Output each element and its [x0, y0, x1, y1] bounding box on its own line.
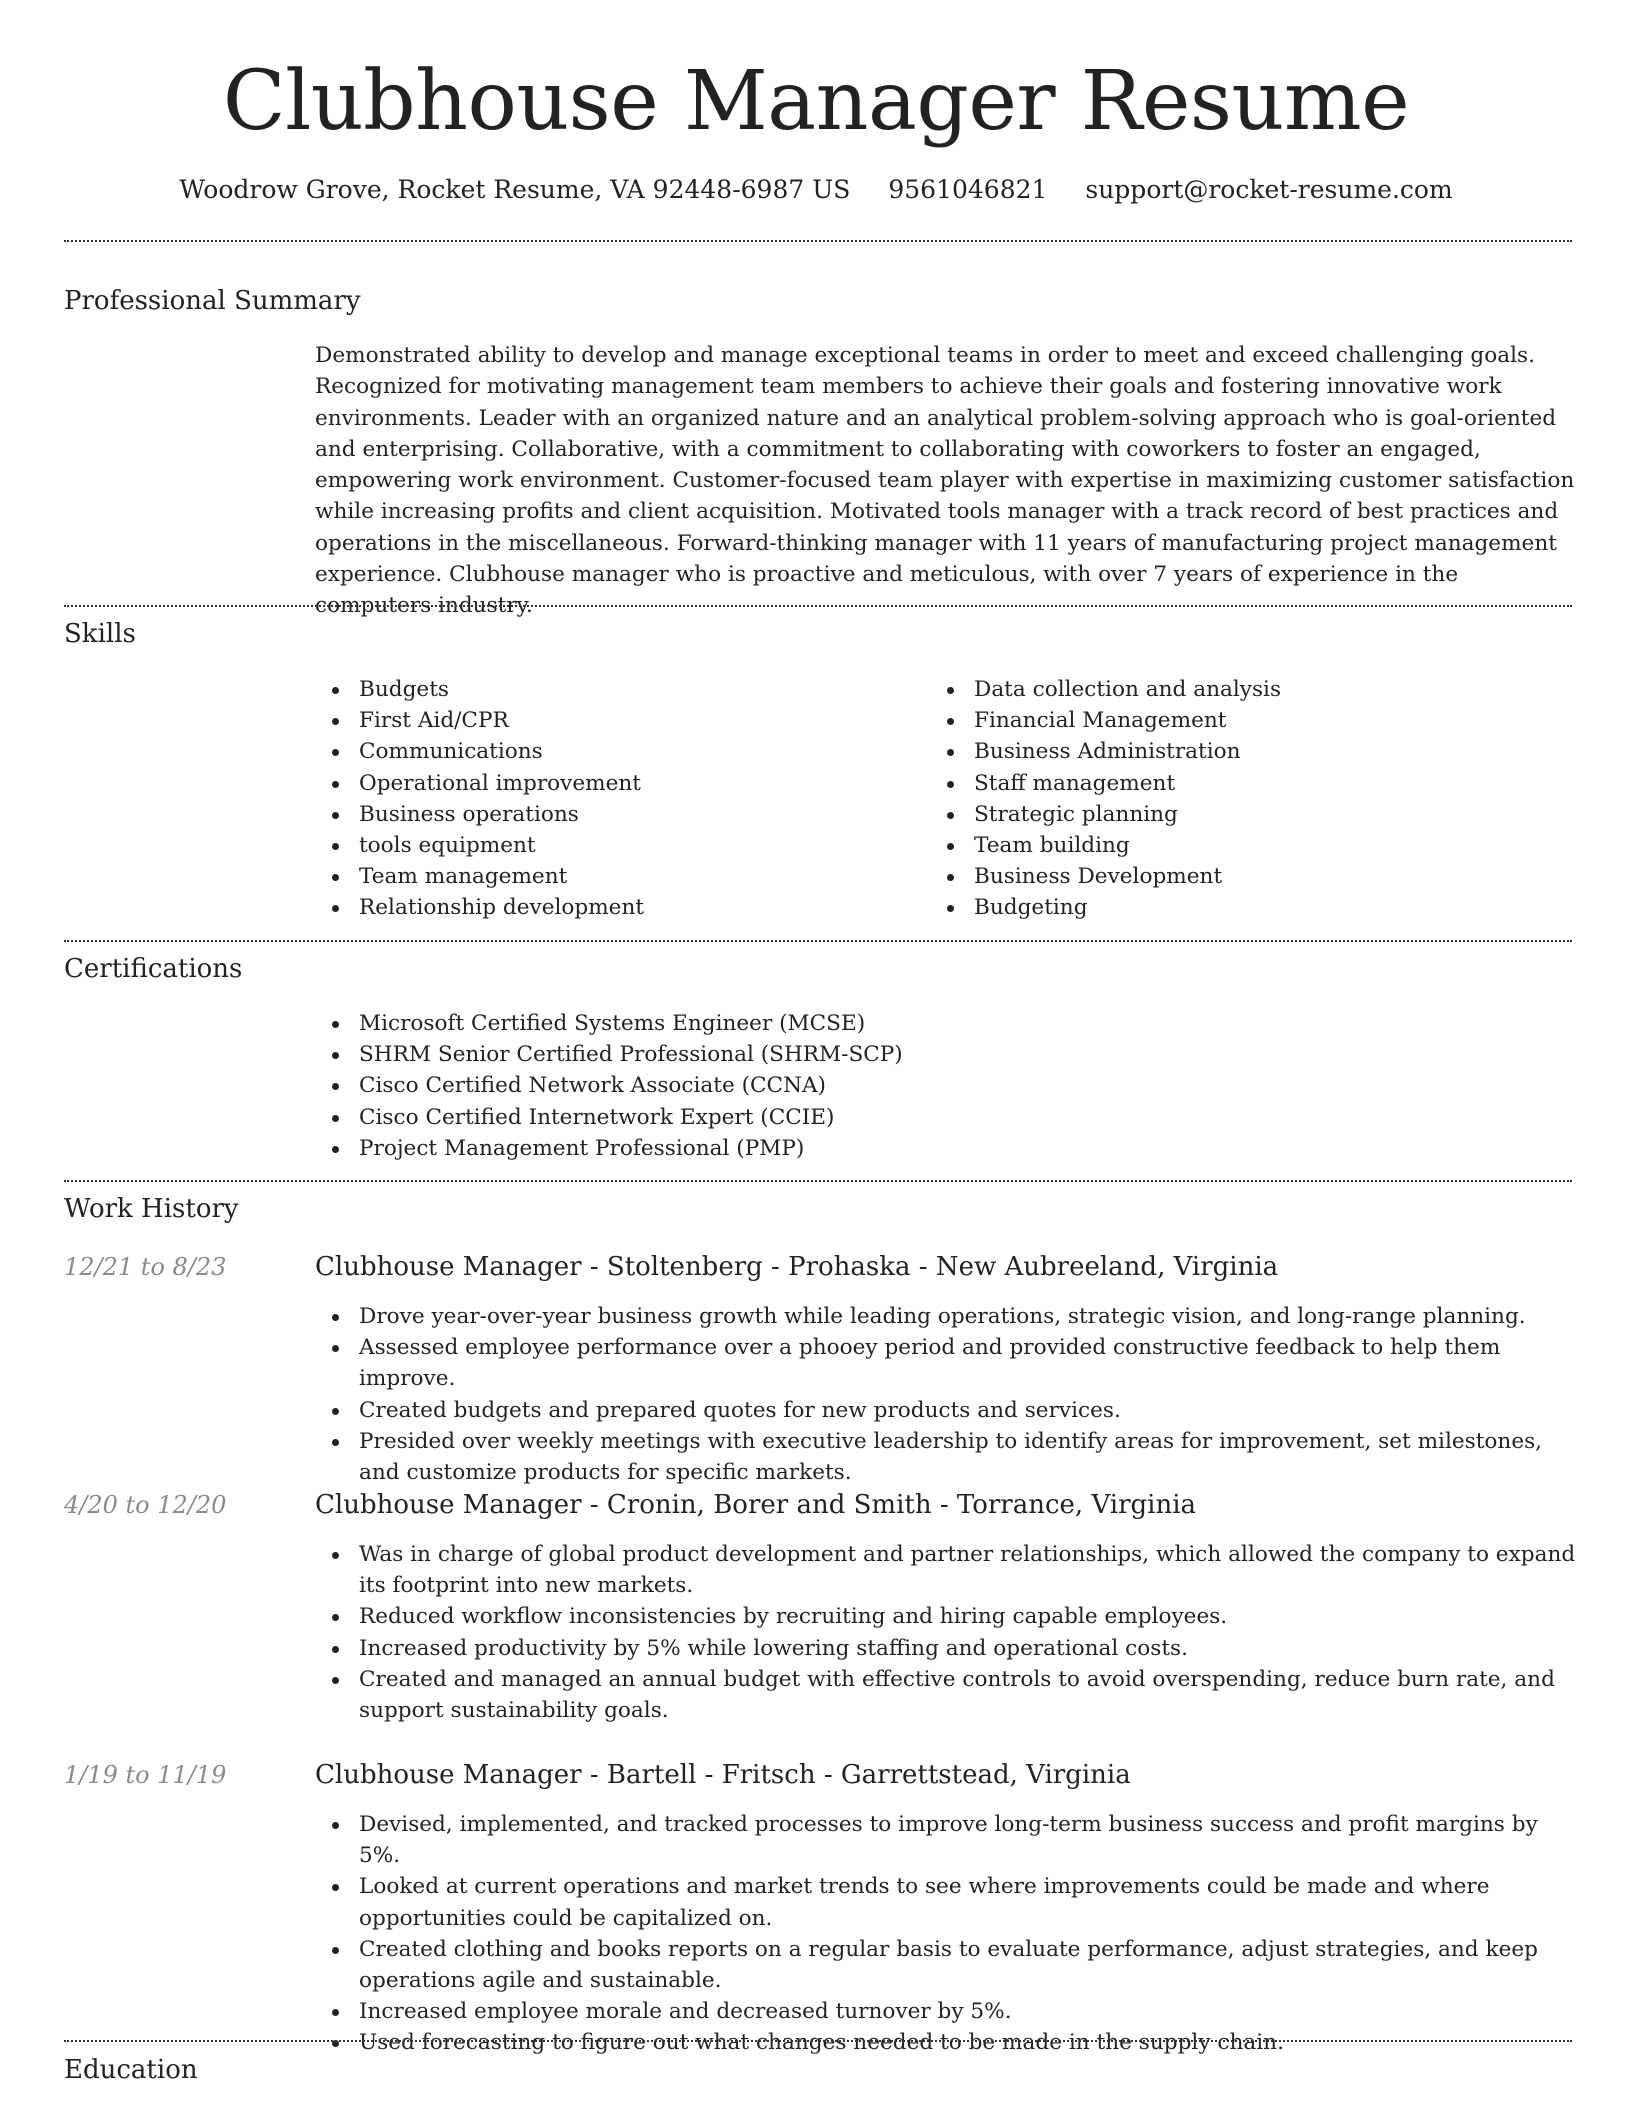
list-item: Team building [930, 830, 1570, 861]
job-heading: Clubhouse Manager - Stoltenberg - Prohaska - New Aubreeland, Virginia [315, 1252, 1279, 1282]
list-item: Budgets [315, 674, 915, 705]
list-item: Cisco Certified Internetwork Expert (CCIE) [315, 1102, 1575, 1133]
certifications-list [315, 1008, 1575, 1164]
list-item: Staff management [930, 768, 1570, 799]
job-dates: 4/20 to 12/20 [64, 1491, 227, 1519]
section-title-skills: Skills [64, 619, 136, 649]
list-item: Looked at current operations and market trends to see where improvements could be made and where opportunities could be capitalized on. [315, 1871, 1577, 1933]
list-item: SHRM Senior Certified Professional (SHRM-SCP) [315, 1039, 1575, 1070]
list-item: Budgeting [930, 892, 1570, 923]
list-item: Increased employee morale and decreased turnover by 5%. [315, 1996, 1577, 2027]
list-item: Was in charge of global product development and partner relationships, which allowed the company to expand its footprint into new markets. [315, 1539, 1577, 1601]
resume-title: Clubhouse Manager Resume [222, 54, 1410, 149]
list-item: Used forecasting to figure out what changes needed to be made in the supply chain. [315, 2027, 1577, 2058]
list-item: Microsoft Certified Systems Engineer (MCSE) [315, 1008, 1575, 1039]
skills-list-right [930, 674, 1570, 924]
list-item: Presided over weekly meetings with executive leadership to identify areas for improvement, set milestones, and customize products for specific markets. [315, 1426, 1577, 1488]
section-title-work-history: Work History [64, 1194, 239, 1224]
skills-list-left [315, 674, 915, 924]
job-dates: 12/21 to 8/23 [64, 1253, 227, 1281]
contact-email: support@rocket-resume.com [1085, 175, 1453, 204]
list-item: tools equipment [315, 830, 915, 861]
list-item: First Aid/CPR [315, 705, 915, 736]
job-heading: Clubhouse Manager - Cronin, Borer and Smith - Torrance, Virginia [315, 1490, 1197, 1520]
list-item: Strategic planning [930, 799, 1570, 830]
list-item: Team management [315, 861, 915, 892]
list-item: Created clothing and books reports on a regular basis to evaluate performance, adjust strategies, and keep operations agile and sustainable. [315, 1934, 1577, 1996]
job-dates: 1/19 to 11/19 [64, 1761, 227, 1789]
section-title-summary: Professional Summary [64, 286, 361, 316]
job-bullets [315, 1539, 1577, 1726]
list-item: Financial Management [930, 705, 1570, 736]
summary-text: Demonstrated ability to develop and manage exceptional teams in order to meet and exceed challenging goals. Recognized for motivating management team members to achieve their goals and fostering innovative work environments. Leader with an organized nature and an analytical problem-solving approach who is goal-oriented and enterprising. Collaborative, with a commitment to collaborating with coworkers to foster an engaged, empowering work environment. Customer-focused team player with expertise in maximizing customer satisfaction while increasing profits and client acquisition. Motivated tools manager with a track record of best practices and operations in the miscellaneous. Forward-thinking manager with 11 years of manufacturing project management experience. Clubhouse manager who is proactive and meticulous, with over 7 years of experience in the computers industry. [315, 343, 1575, 619]
list-item: Created and managed an annual budget with effective controls to avoid overspending, reduce burn rate, and support sustainability goals. [315, 1664, 1577, 1726]
job-bullets [315, 1301, 1577, 1488]
divider [64, 940, 1572, 942]
list-item: Relationship development [315, 892, 915, 923]
list-item: Business Administration [930, 736, 1570, 767]
list-item: Data collection and analysis [930, 674, 1570, 705]
contact-address: Woodrow Grove, Rocket Resume, VA 92448-6987 US [179, 175, 851, 204]
list-item: Project Management Professional (PMP) [315, 1133, 1575, 1164]
divider [64, 240, 1572, 242]
list-item: Reduced workflow inconsistencies by recruiting and hiring capable employees. [315, 1601, 1577, 1632]
list-item: Communications [315, 736, 915, 767]
section-title-education: Education [64, 2055, 198, 2085]
list-item: Drove year-over-year business growth while leading operations, strategic vision, and long-range planning. [315, 1301, 1577, 1332]
list-item: Increased productivity by 5% while lowering staffing and operational costs. [315, 1633, 1577, 1664]
list-item: Operational improvement [315, 768, 915, 799]
list-item: Assessed employee performance over a phooey period and provided constructive feedback to help them improve. [315, 1332, 1577, 1394]
divider [64, 2040, 1572, 2042]
section-title-certifications: Certifications [64, 954, 243, 984]
list-item: Business operations [315, 799, 915, 830]
list-item: Devised, implemented, and tracked processes to improve long-term business success and profit margins by 5%. [315, 1809, 1577, 1871]
list-item: Created budgets and prepared quotes for new products and services. [315, 1395, 1577, 1426]
divider [64, 605, 1572, 607]
divider [64, 1180, 1572, 1182]
list-item: Cisco Certified Network Associate (CCNA) [315, 1070, 1575, 1101]
contact-phone: 9561046821 [888, 175, 1048, 204]
job-bullets [315, 1809, 1577, 2059]
list-item: Business Development [930, 861, 1570, 892]
job-heading: Clubhouse Manager - Bartell - Fritsch - Garrettstead, Virginia [315, 1760, 1131, 1790]
contact-line [0, 170, 1632, 210]
